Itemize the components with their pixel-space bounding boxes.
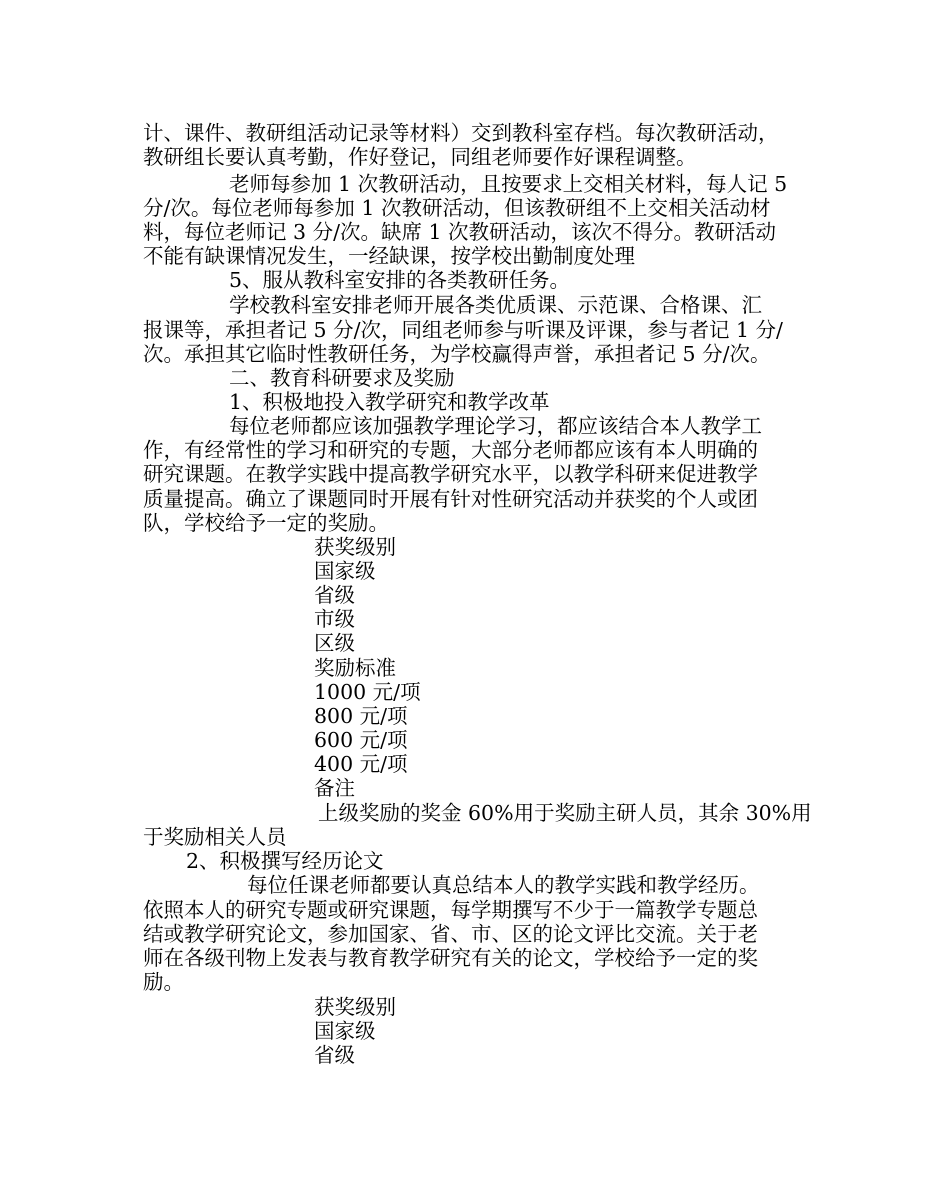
table-cell: 600 元/项 <box>314 728 408 752</box>
text-line: 老师每参加 1 次教研活动，且按要求上交相关材料，每人记 5 <box>229 172 788 196</box>
text-line: 质量提高。确立了课题同时开展有针对性研究活动并获奖的个人或团 <box>143 487 758 511</box>
section-heading: 二、教育科研要求及奖励 <box>229 366 455 390</box>
table-cell: 奖励标准 <box>314 656 396 680</box>
table-cell: 备注 <box>314 776 355 800</box>
table-cell: 市级 <box>314 607 355 631</box>
text-line: 次。承担其它临时性教研任务，为学校赢得声誉，承担者记 5 分/次。 <box>143 342 771 366</box>
section-heading: 1、积极地投入教学研究和教学改革 <box>229 390 550 414</box>
table-cell: 国家级 <box>314 559 376 583</box>
table-cell: 省级 <box>314 583 355 607</box>
text-line: 每位任课老师都要认真总结本人的教学实践和教学经历。 <box>247 873 760 897</box>
text-line: 研究课题。在教学实践中提高教学研究水平，以教学科研来促进教学 <box>143 462 758 486</box>
text-line: 不能有缺课情况发生，一经缺课，按学校出勤制度处理 <box>143 244 635 268</box>
text-line: 分/次。每位老师每参加 1 次教研活动，但该教研组不上交相关活动材 <box>143 196 771 220</box>
section-heading: 5、服从教科室安排的各类教研任务。 <box>229 268 571 292</box>
text-line: 作，有经常性的学习和研究的专题，大部分老师都应该有本人明确的 <box>143 438 758 462</box>
text-line: 教研组长要认真考勤，作好登记，同组老师要作好课程调整。 <box>143 145 697 169</box>
table-cell: 800 元/项 <box>314 704 408 728</box>
table-cell: 400 元/项 <box>314 752 408 776</box>
table-cell: 上级奖励的奖金 60%用于奖励主研人员，其余 30%用 <box>318 801 812 825</box>
text-line: 学校教科室安排老师开展各类优质课、示范课、合格课、汇 <box>229 293 762 317</box>
text-line: 料，每位老师记 3 分/次。缺席 1 次教研活动，该次不得分。教研活动 <box>143 220 777 244</box>
table-cell: 区级 <box>314 631 355 655</box>
text-line: 队，学校给予一定的奖励。 <box>143 511 389 535</box>
text-line: 师在各级刊物上发表与教育教学研究有关的论文，学校给予一定的奖 <box>143 946 758 970</box>
text-line: 励。 <box>143 970 184 994</box>
text-line: 报课等，承担者记 5 分/次，同组老师参与听课及评课，参与者记 1 分/ <box>143 318 783 342</box>
text-line: 于奖励相关人员 <box>143 825 287 849</box>
text-line: 计、课件、教研组活动记录等材料）交到教科室存档。每次教研活动， <box>143 121 779 145</box>
section-heading: 2、积极撰写经历论文 <box>186 849 384 873</box>
text-line: 结或教学研究论文，参加国家、省、市、区的论文评比交流。关于老 <box>143 922 758 946</box>
table-cell: 获奖级别 <box>314 535 396 559</box>
text-line: 依照本人的研究专题或研究课题，每学期撰写不少于一篇教学专题总 <box>143 898 758 922</box>
table-cell: 获奖级别 <box>314 995 396 1019</box>
table-cell: 国家级 <box>314 1019 376 1043</box>
table-cell: 省级 <box>314 1043 355 1067</box>
table-cell: 1000 元/项 <box>314 680 421 704</box>
text-line: 每位老师都应该加强教学理论学习，都应该结合本人教学工 <box>229 414 762 438</box>
